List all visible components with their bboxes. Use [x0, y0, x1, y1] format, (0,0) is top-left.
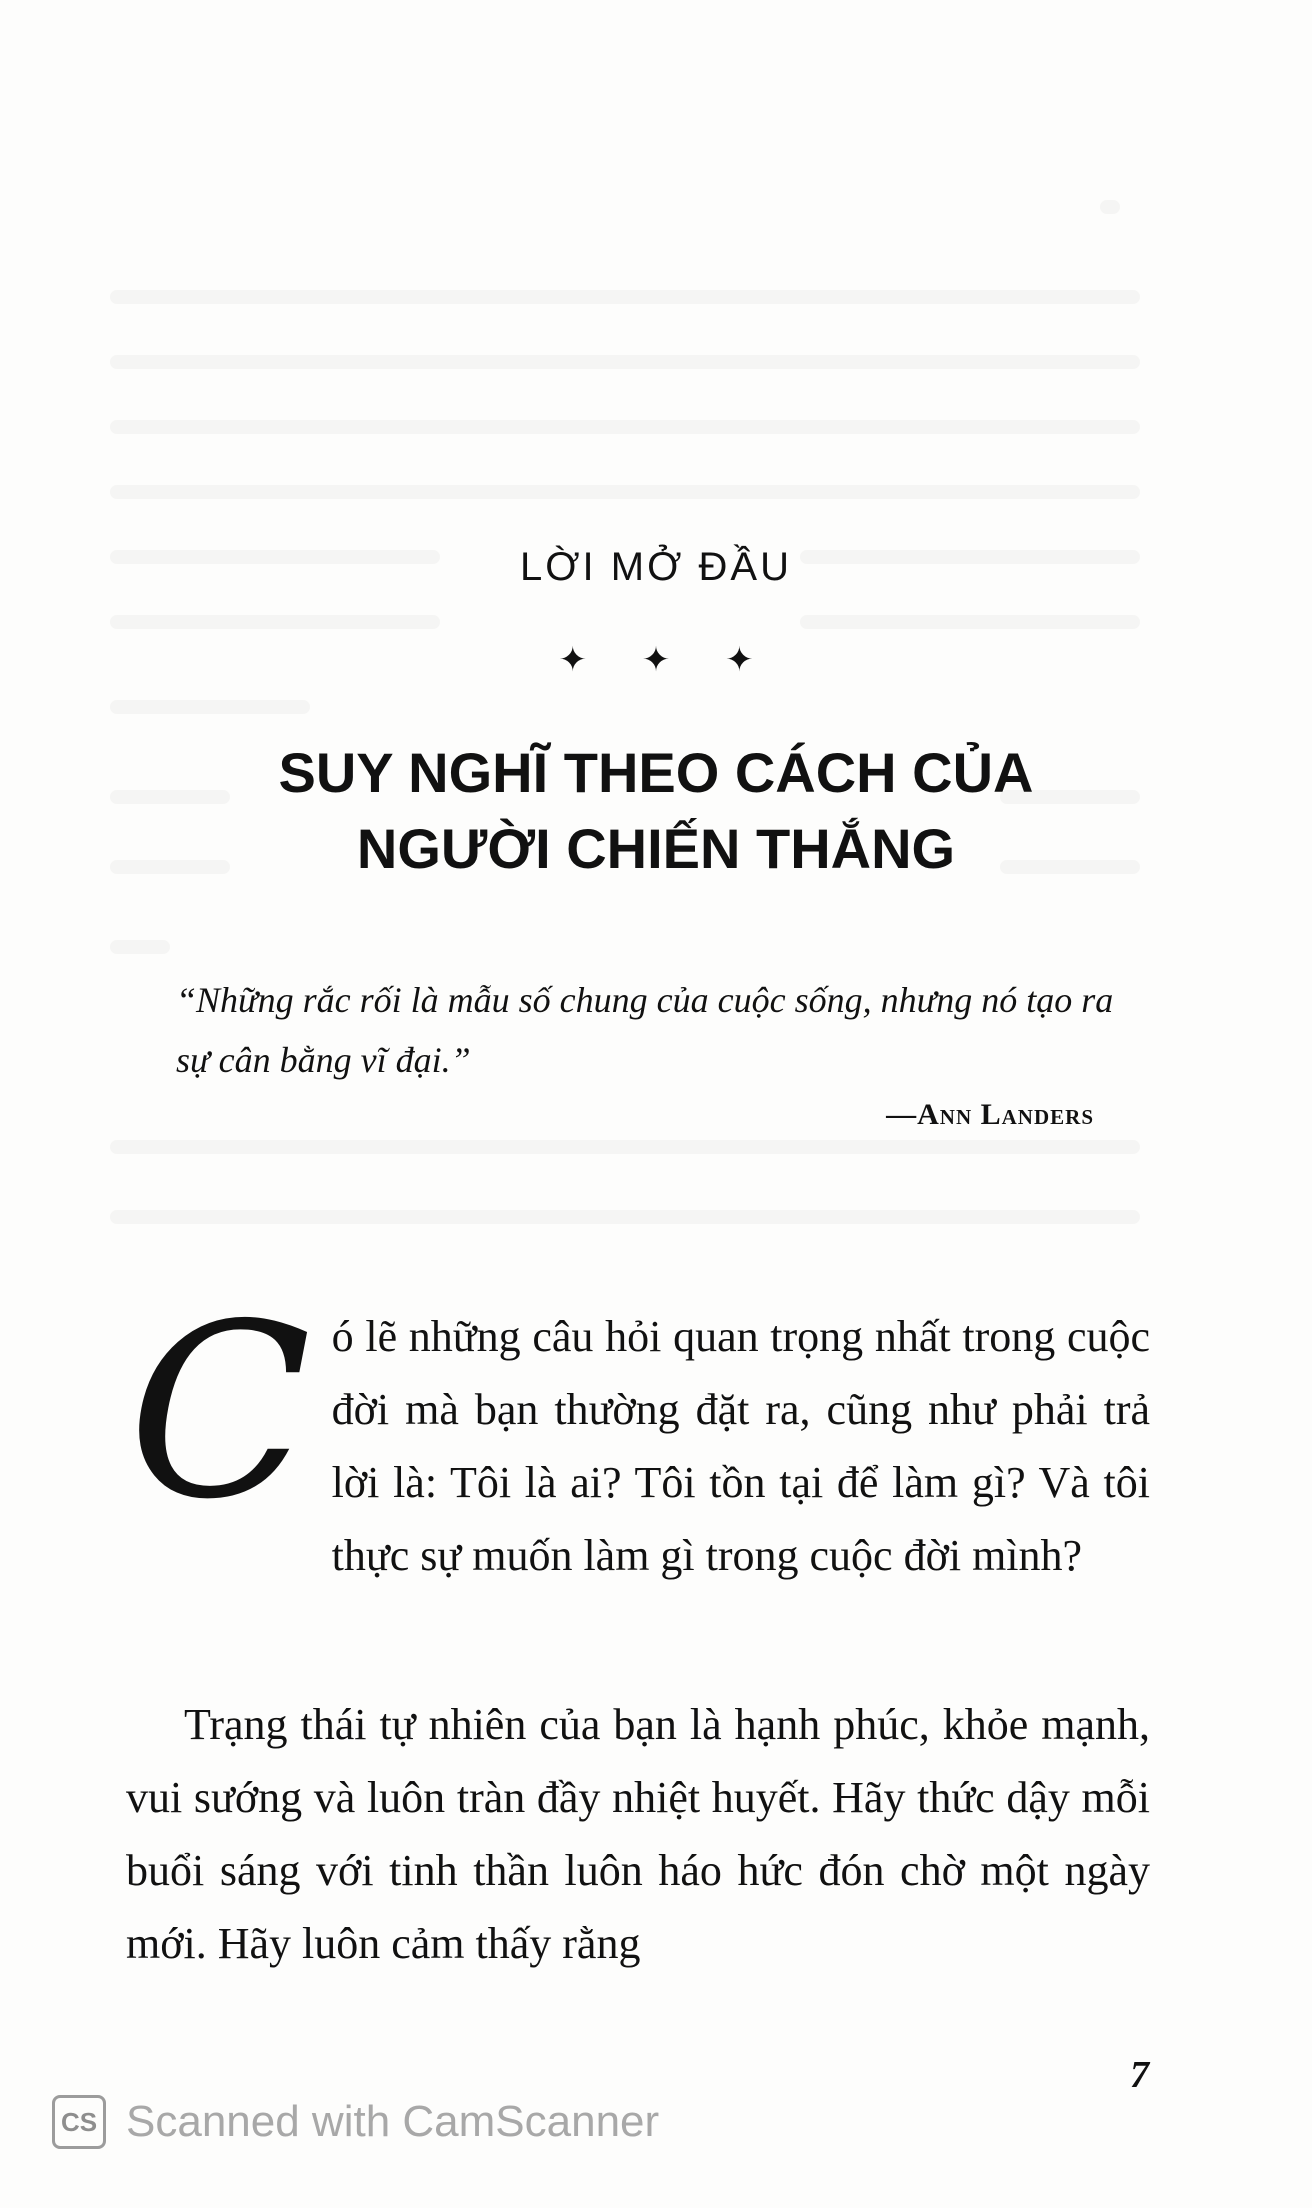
paragraph-text: ó lẽ những câu hỏi quan trọng nhất trong cuộc đời mà bạn thường đặt ra, cũng như phải trả lời là: Tôi là ai? Tôi tồn tại để làm gì? Và tôi thực sự muốn làm gì trong cuộc đời mình?: [331, 1312, 1150, 1580]
chapter-title-line: SUY NGHĨ THEO CÁCH CỦA: [278, 741, 1034, 804]
star-ornament-icon: ✦: [558, 640, 587, 680]
chapter-title: [0, 735, 1312, 887]
page-number: 7: [1130, 2054, 1149, 2096]
body-paragraph: Trạng thái tự nhiên của bạn là hạnh phúc, khỏe mạnh, vui sướng và luôn tràn đầy nhiệt huyết. Hãy thức dậy mỗi buổi sáng với tinh thần luôn háo hức đón chờ một ngày mới. Hãy luôn cảm thấy rằng: [126, 1700, 1150, 1968]
section-label: LỜI MỞ ĐẦU: [520, 545, 792, 589]
epigraph-quote: “Những rắc rối là mẫu số chung của cuộc sống, nhưng nó tạo ra sự cân bằng vĩ đại.”: [176, 980, 1114, 1080]
star-ornament-icon: ✦: [725, 640, 754, 680]
chapter-title-line: NGƯỜI CHIẾN THẮNG: [356, 817, 956, 880]
body-paragraph: [126, 1272, 1150, 1592]
watermark-text: Scanned with CamScanner: [126, 2097, 660, 2146]
star-ornament-icon: ✦: [641, 640, 671, 680]
scanner-watermark: [52, 2090, 659, 2154]
epigraph-attribution: —Ann Landers: [886, 1098, 1094, 1131]
drop-cap: C: [128, 1272, 312, 1552]
camscanner-logo-icon: CS: [52, 2095, 106, 2149]
ornament-divider: [0, 640, 1312, 680]
